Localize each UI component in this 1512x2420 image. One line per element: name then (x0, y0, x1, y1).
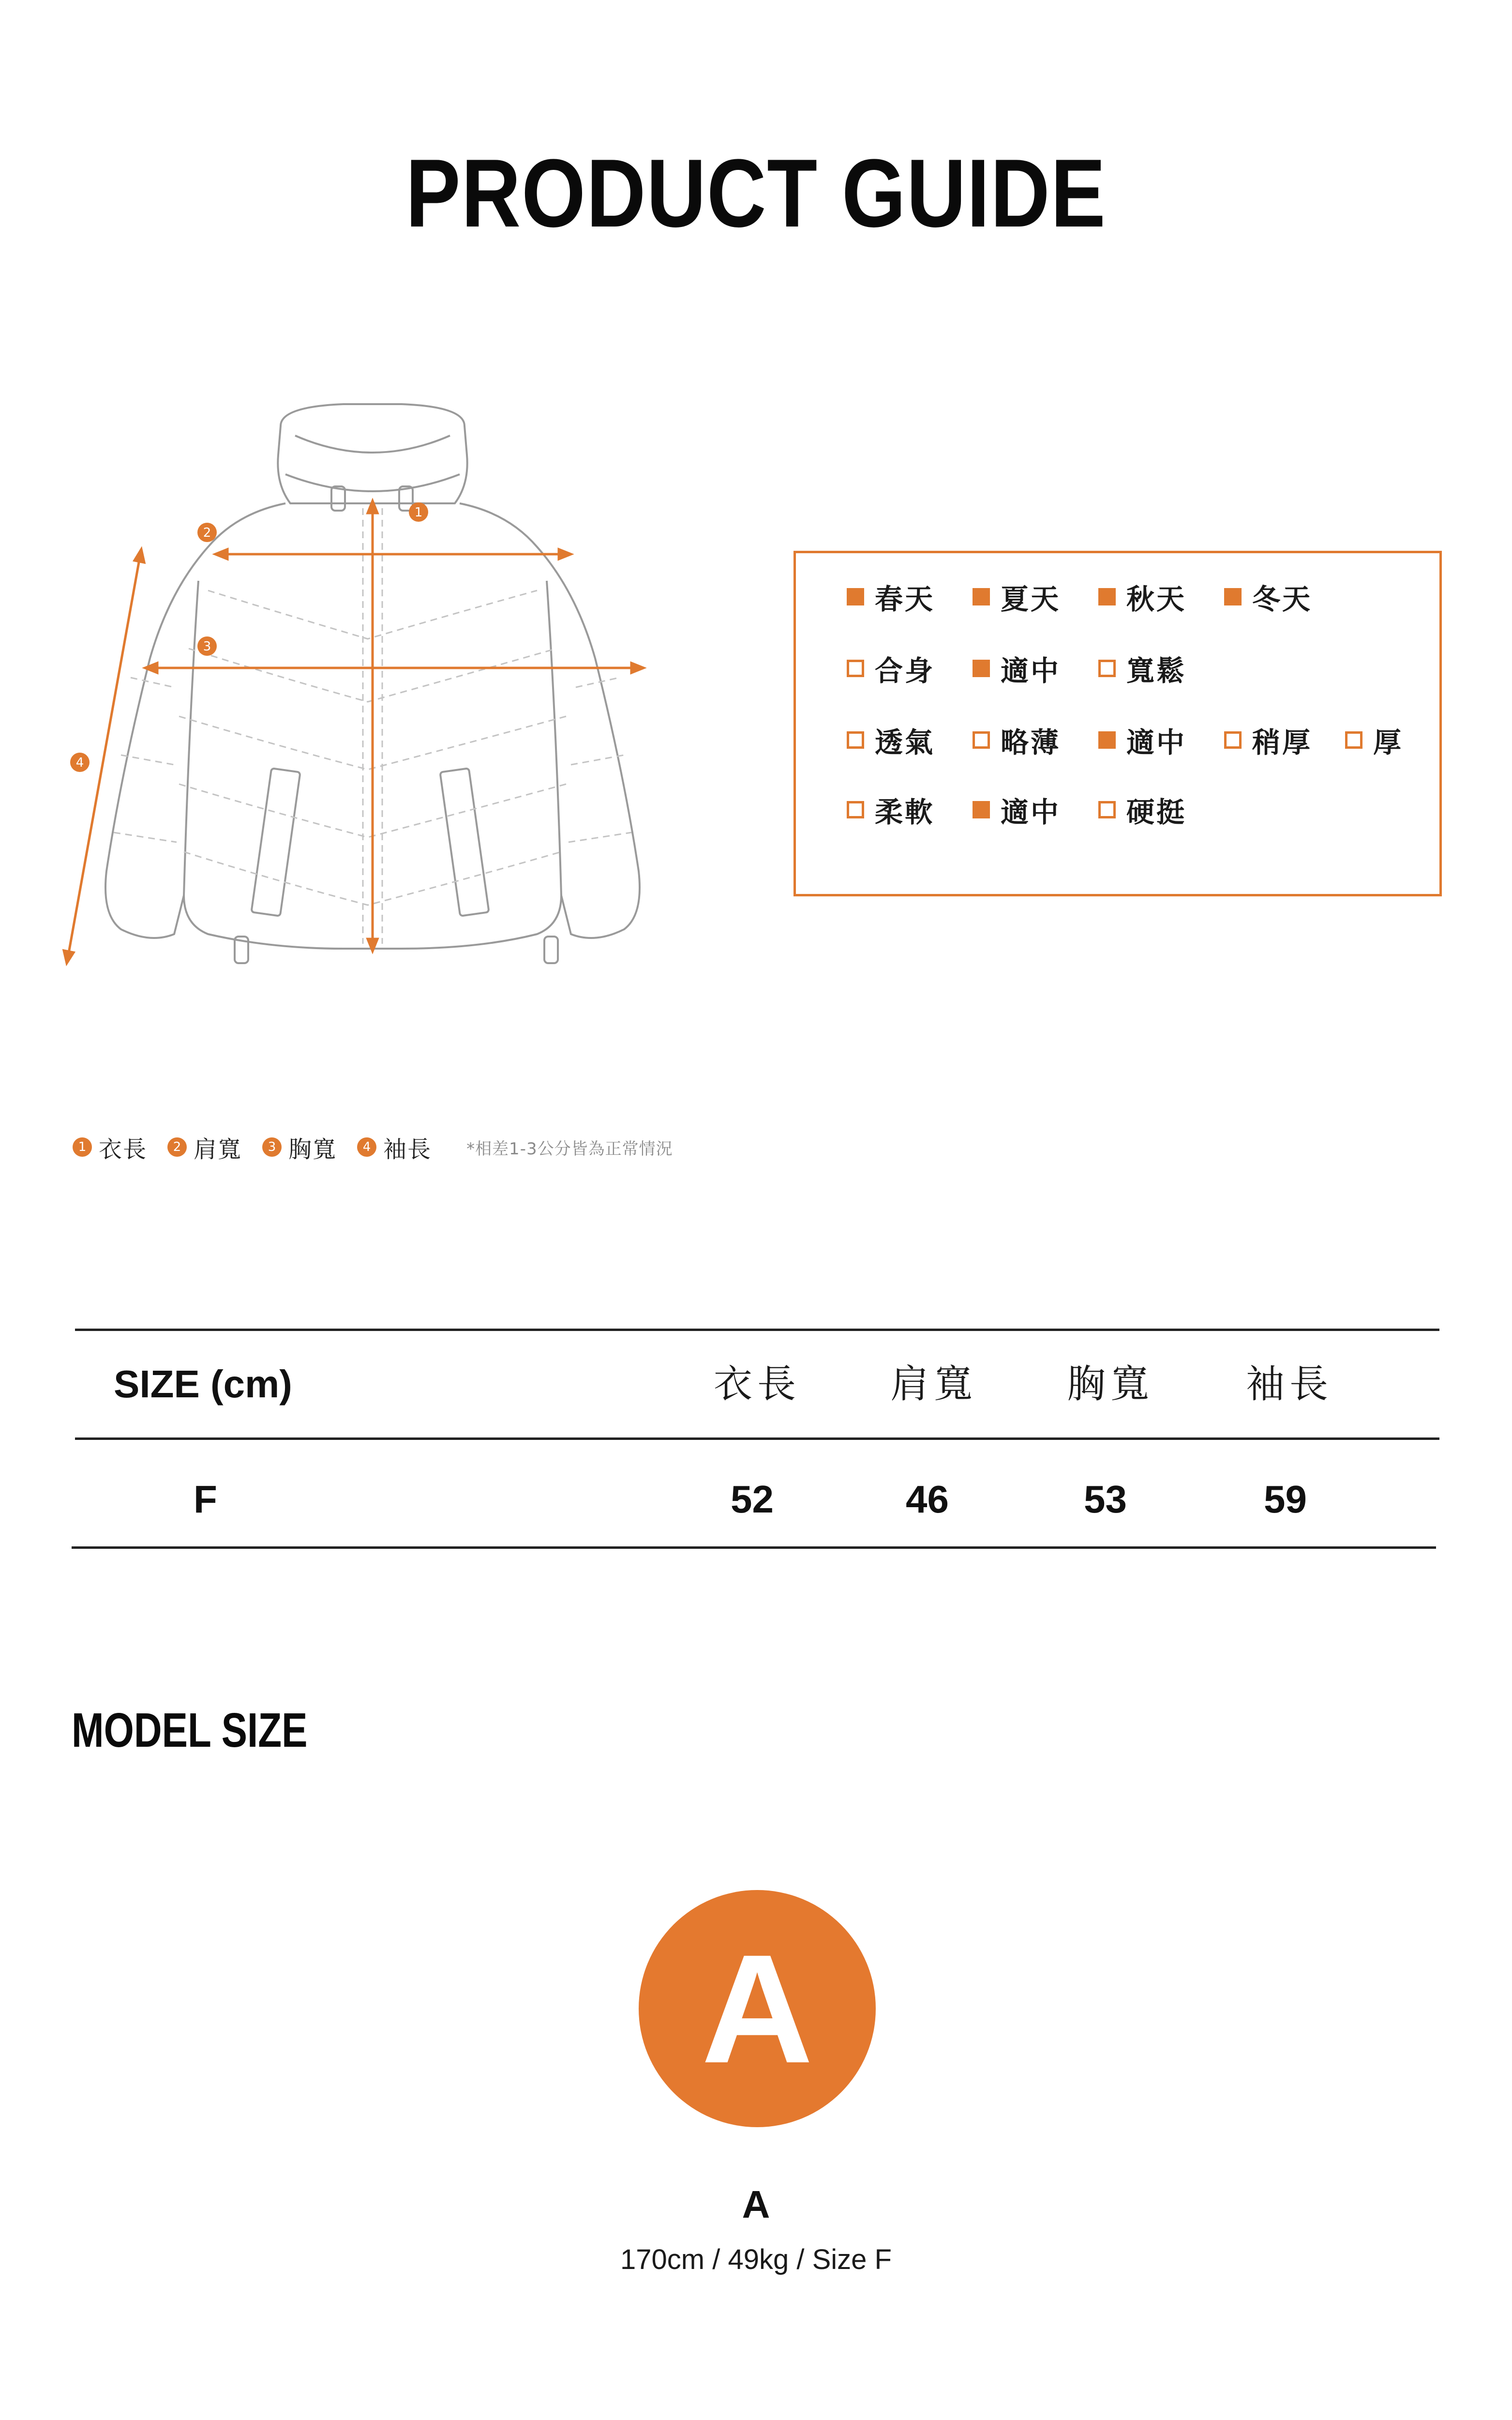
option-thin: 略薄 (973, 721, 1061, 759)
tolerance-note: *相差1-3公分皆為正常情況 (466, 1139, 673, 1159)
option-winter: 冬天 (1224, 577, 1312, 616)
sleeve-value: 59 (1264, 1478, 1307, 1521)
table-mid-rule (75, 1437, 1439, 1440)
option-stiff: 硬挺 (1098, 790, 1186, 829)
checkbox-icon (973, 660, 990, 677)
checkbox-icon (847, 660, 864, 677)
option-slightly-thick: 稍厚 (1224, 721, 1312, 759)
marker-1: 1 (414, 505, 423, 520)
checkbox-icon (1098, 731, 1116, 749)
legend-item-chest: 3 胸寬 (262, 1131, 337, 1164)
option-autumn: 秋天 (1098, 577, 1186, 616)
legend-item-length: 1 衣長 (73, 1131, 147, 1164)
model-badge (639, 1890, 876, 2127)
marker-3: 3 (203, 639, 211, 654)
table-top-rule (75, 1329, 1439, 1331)
option-soft: 柔軟 (847, 790, 935, 829)
checkbox-icon (1098, 660, 1116, 677)
option-loose: 寬鬆 (1098, 649, 1186, 688)
option-thickness-medium: 適中 (1098, 721, 1186, 759)
option-fitted: 合身 (847, 649, 935, 688)
checkbox-icon (1224, 588, 1242, 605)
marker-2: 2 (203, 526, 211, 540)
model-stats: 170cm / 49kg / Size F (620, 2244, 892, 2275)
legend-marker: 1 (73, 1137, 92, 1157)
option-spring: 春天 (847, 577, 935, 616)
legend-item-shoulder: 2 肩寬 (167, 1131, 242, 1164)
shoulder-header: 肩寬 (890, 1361, 977, 1407)
checkbox-icon (1345, 731, 1362, 749)
length-header: 衣長 (714, 1361, 801, 1407)
legend-marker: 2 (167, 1137, 187, 1157)
page-title: PRODUCT GUIDE (405, 139, 1107, 247)
option-breathable: 透氣 (847, 721, 935, 759)
chest-header: 胸寬 (1067, 1361, 1154, 1407)
checkbox-icon (847, 731, 864, 749)
length-value: 52 (731, 1478, 774, 1521)
legend-marker: 3 (262, 1137, 282, 1157)
jacket-diagram (53, 387, 682, 1041)
measurement-legend (73, 1130, 673, 1164)
option-fit-medium: 適中 (973, 649, 1061, 688)
checkbox-icon (847, 801, 864, 818)
checkbox-icon (973, 801, 990, 818)
shoulder-value: 46 (906, 1478, 949, 1521)
checkbox-icon (1098, 588, 1116, 605)
chest-value: 53 (1084, 1478, 1127, 1521)
model-badge-letter: A (701, 1922, 813, 2095)
option-softness-medium: 適中 (973, 790, 1061, 829)
legend-item-sleeve: 4 袖長 (357, 1131, 432, 1164)
checkbox-icon (1224, 731, 1242, 749)
marker-4: 4 (75, 756, 84, 770)
size-header: SIZE (cm) (114, 1362, 292, 1406)
fabric-properties-box (793, 551, 1442, 896)
checkbox-icon (973, 731, 990, 749)
legend-marker: 4 (357, 1137, 376, 1157)
option-summer: 夏天 (973, 577, 1061, 616)
measure-markers (70, 502, 428, 772)
size-value: F (194, 1478, 217, 1521)
option-thick: 厚 (1345, 721, 1403, 759)
checkbox-icon (973, 588, 990, 605)
table-bottom-rule (72, 1546, 1436, 1549)
sleeve-header: 袖長 (1246, 1361, 1333, 1407)
measure-lines (64, 501, 644, 963)
model-name: A (742, 2183, 770, 2226)
checkbox-icon (847, 588, 864, 605)
model-size-title: MODEL SIZE (72, 1703, 308, 1757)
checkbox-icon (1098, 801, 1116, 818)
